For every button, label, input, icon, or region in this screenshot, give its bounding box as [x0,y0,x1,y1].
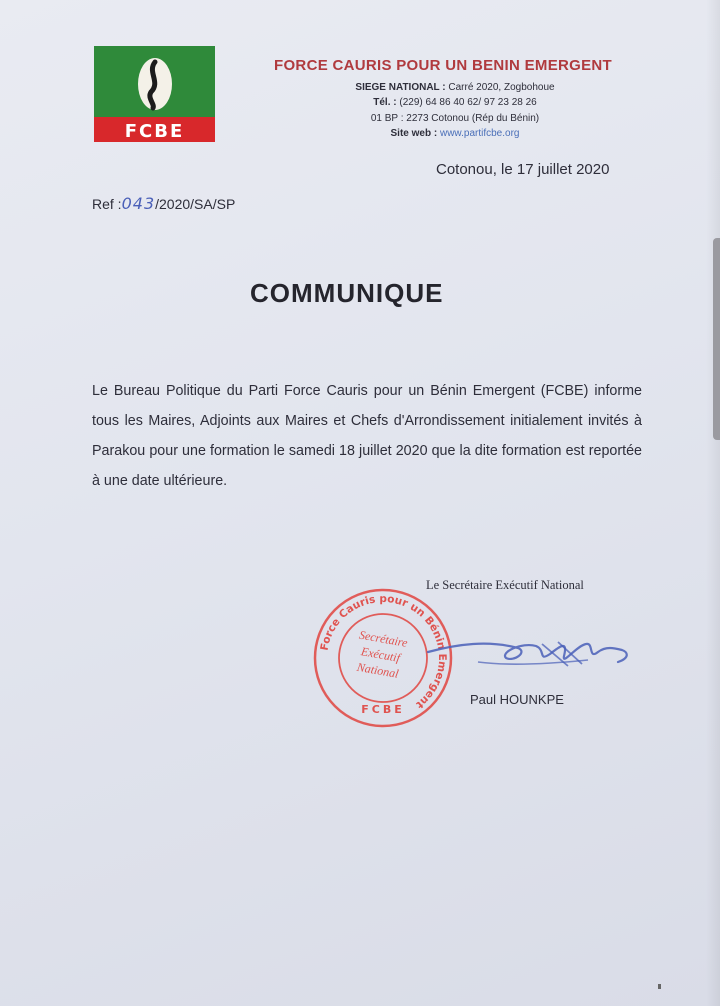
logo-name: FCBE [94,122,215,142]
stamp-center-line1: Secrétaire [358,627,409,650]
tel-value: (229) 64 86 40 62/ 97 23 28 26 [399,97,537,108]
ref-prefix: Ref : [92,196,122,212]
ref-suffix: /2020/SA/SP [155,196,236,212]
scroll-handle[interactable] [713,238,720,440]
cowrie-shell-icon [135,56,175,112]
header-site-line [300,128,610,139]
site-label: Site web : [390,128,438,139]
site-link[interactable]: www.partifcbe.org [439,128,520,139]
communique-body: Le Bureau Politique du Parti Force Cauris pour un Bénin Emergent (FCBE) informe tous les Maires, Adjoints aux Maires et Chefs d'Arrondissement initialement invités à Parakou pour une formation le samedi 18 juillet 2020 que la dite formation est reportée à une date ultérieure. [92,383,642,489]
stamp-center-line3: National [355,659,400,681]
header-bp-line: 01 BP : 2273 Cotonou (Rép du Bénin) [370,113,540,124]
page-edge-shadow [706,0,720,1006]
fcbe-logo [94,46,215,142]
stamp-ring-text: Force Cauris pour un Bénin Emergent [318,592,449,711]
ref-number: 043 [121,194,156,213]
stamp-center-line2: Exécutif [359,644,402,665]
signer-title: Le Secrétaire Exécutif National [426,578,584,592]
siege-label: SIEGE NATIONAL : [355,82,446,93]
stamp-bottom-text: FCBE [361,703,405,716]
date-line: Cotonou, le 17 juillet 2020 [436,161,610,178]
page-mark [658,984,661,989]
reference-line [92,194,235,213]
siege-value: Carré 2020, Zogbohoue [448,82,555,93]
organization-name: FORCE CAURIS POUR UN BENIN EMERGENT [274,57,613,74]
header-tel-line [300,97,610,108]
document-title: COMMUNIQUE [250,278,444,308]
handwritten-signature-icon [418,622,638,682]
tel-label: Tél. : [373,97,397,108]
signer-name: Paul HOUNKPE [470,692,564,707]
header-siege-line [300,82,610,93]
